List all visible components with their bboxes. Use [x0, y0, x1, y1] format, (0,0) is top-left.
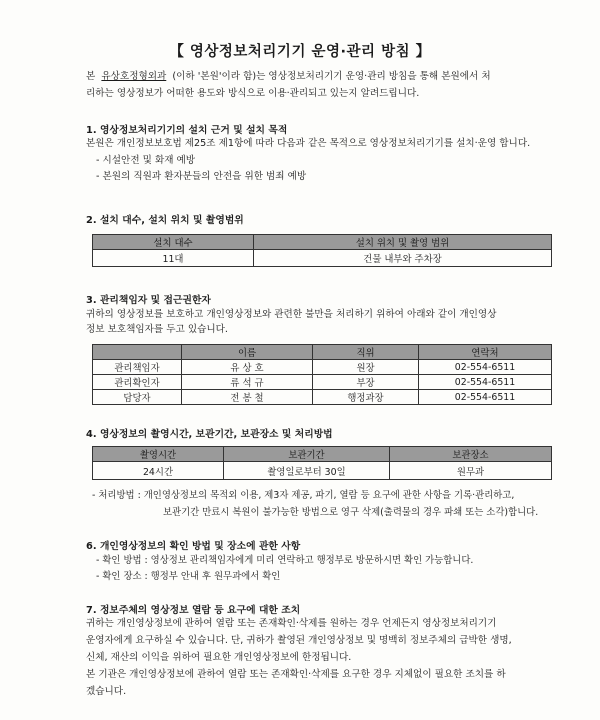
table-cell: 건물 내부와 주차장 — [254, 250, 552, 267]
section-7-line-2: 운영자에게 요구하실 수 있습니다. 단, 귀하가 촬영된 개인영상정보 및 명백히 정보주체의 급박한 생명, — [86, 635, 512, 646]
table-row — [93, 390, 552, 405]
table-header-cell: 설치 대수 — [93, 235, 254, 250]
table-header-cell: 보관기간 — [224, 447, 390, 462]
table-cell: 02-554-6511 — [419, 375, 552, 390]
document-title: 【 영상정보처리기기 운영·관리 방침 】 — [169, 44, 431, 60]
section-4-heading: 4. 영상정보의 촬영시간, 보관기간, 보관장소 및 처리방법 — [86, 429, 333, 440]
table-header-cell: 보관장소 — [390, 447, 552, 462]
section-7-heading: 7. 정보주체의 영상정보 열람 등 요구에 대한 조치 — [86, 605, 301, 616]
table-header-cell: 촬영시간 — [93, 447, 224, 462]
manager-table — [92, 344, 552, 405]
organization-name: 유상호정형외과 — [101, 71, 167, 82]
retention-table — [92, 446, 552, 480]
table-cell: 11대 — [93, 250, 254, 267]
table-cell: 관리책임자 — [93, 360, 182, 375]
processing-method-line-2: 보관기간 만료시 복원이 불가능한 방법으로 영구 삭제(출력물의 경우 파쇄 또는 소각)합니다. — [163, 507, 539, 518]
table-cell: 관리확인자 — [93, 375, 182, 390]
intro-prefix: 본 — [86, 71, 96, 82]
section-6-line-1: - 확인 방법 : 영상정보 관리책임자에게 미리 연락하고 행정부로 방문하시면 확인 가능합니다. — [96, 555, 474, 566]
section-1-bullet-1: - 시설안전 및 화재 예방 — [96, 155, 196, 166]
installation-table — [92, 234, 552, 267]
table-header-cell: 연락처 — [419, 345, 552, 360]
table-cell: 담당자 — [93, 390, 182, 405]
table-header-cell: 이름 — [182, 345, 313, 360]
table-cell: 유 상 호 — [182, 360, 313, 375]
table-cell: 24시간 — [93, 462, 224, 480]
intro-rest: (이하 '본원'이라 함)는 영상정보처리기기 운영·관리 방침을 통해 본원에서 처 — [172, 71, 491, 82]
section-1-heading: 1. 영상정보처리기기의 설치 근거 및 설치 목적 — [86, 125, 288, 136]
table-row — [93, 375, 552, 390]
intro-line-1 — [86, 68, 556, 85]
table-cell: 02-554-6511 — [419, 360, 552, 375]
section-3-heading: 3. 관리책임자 및 접근권한자 — [86, 295, 211, 306]
table-cell: 전 봉 철 — [182, 390, 313, 405]
table-cell: 부장 — [313, 375, 419, 390]
intro-line-2: 리하는 영상정보가 어떠한 용도와 방식으로 이용·관리되고 있는지 알려드립니다. — [86, 88, 420, 99]
table-cell: 02-554-6511 — [419, 390, 552, 405]
section-3-text-2: 정보 보호책임자를 두고 있습니다. — [86, 324, 228, 335]
table-row — [93, 250, 552, 267]
section-7-line-3: 신체, 재산의 이익을 위하여 필요한 개인영상정보에 한정됩니다. — [86, 652, 352, 663]
table-header-row — [93, 235, 552, 250]
table-cell: 행정과장 — [313, 390, 419, 405]
table-header-row — [93, 447, 552, 462]
table-cell: 원무과 — [390, 462, 552, 480]
section-3-text-1: 귀하의 영상정보를 보호하고 개인영상정보와 관련한 불만을 처리하기 위하여 아래와 같이 개인영상 — [86, 309, 497, 320]
section-7-line-1: 귀하는 개인영상정보에 관하여 열람 또는 존재확인·삭제를 원하는 경우 언제든지 영상정보처리기기 — [86, 618, 497, 629]
table-header-cell: 설치 위치 및 촬영 범위 — [254, 235, 552, 250]
table-cell: 류 석 규 — [182, 375, 313, 390]
processing-method-line-1: - 처리방법 : 개인영상정보의 목적외 이용, 제3자 제공, 파기, 열람 등 요구에 관한 사항을 기록·관리하고, — [92, 490, 515, 501]
table-row — [93, 462, 552, 480]
table-header-cell — [93, 345, 182, 360]
table-header-row — [93, 345, 552, 360]
section-6-heading: 6. 개인영상정보의 확인 방법 및 장소에 관한 사항 — [86, 541, 301, 552]
section-7-line-5: 겠습니다. — [86, 686, 127, 697]
table-header-cell: 직위 — [313, 345, 419, 360]
table-cell: 촬영일로부터 30일 — [224, 462, 390, 480]
section-1-text: 본원은 개인정보보호법 제25조 제1항에 따라 다음과 같은 목적으로 영상정보처리기기를 설치·운영 합니다. — [86, 138, 531, 149]
section-2-heading: 2. 설치 대수, 설치 위치 및 촬영범위 — [86, 215, 244, 226]
table-cell: 원장 — [313, 360, 419, 375]
section-1-bullet-2: - 본원의 직원과 환자분들의 안전을 위한 범죄 예방 — [96, 171, 307, 182]
table-row — [93, 360, 552, 375]
section-6-line-2: - 확인 장소 : 행정부 안내 후 원무과에서 확인 — [96, 571, 281, 582]
section-7-line-4: 본 기관은 개인영상정보에 관하여 열람 또는 존재확인·삭제를 요구한 경우 지체없이 필요한 조치를 하 — [86, 669, 506, 680]
